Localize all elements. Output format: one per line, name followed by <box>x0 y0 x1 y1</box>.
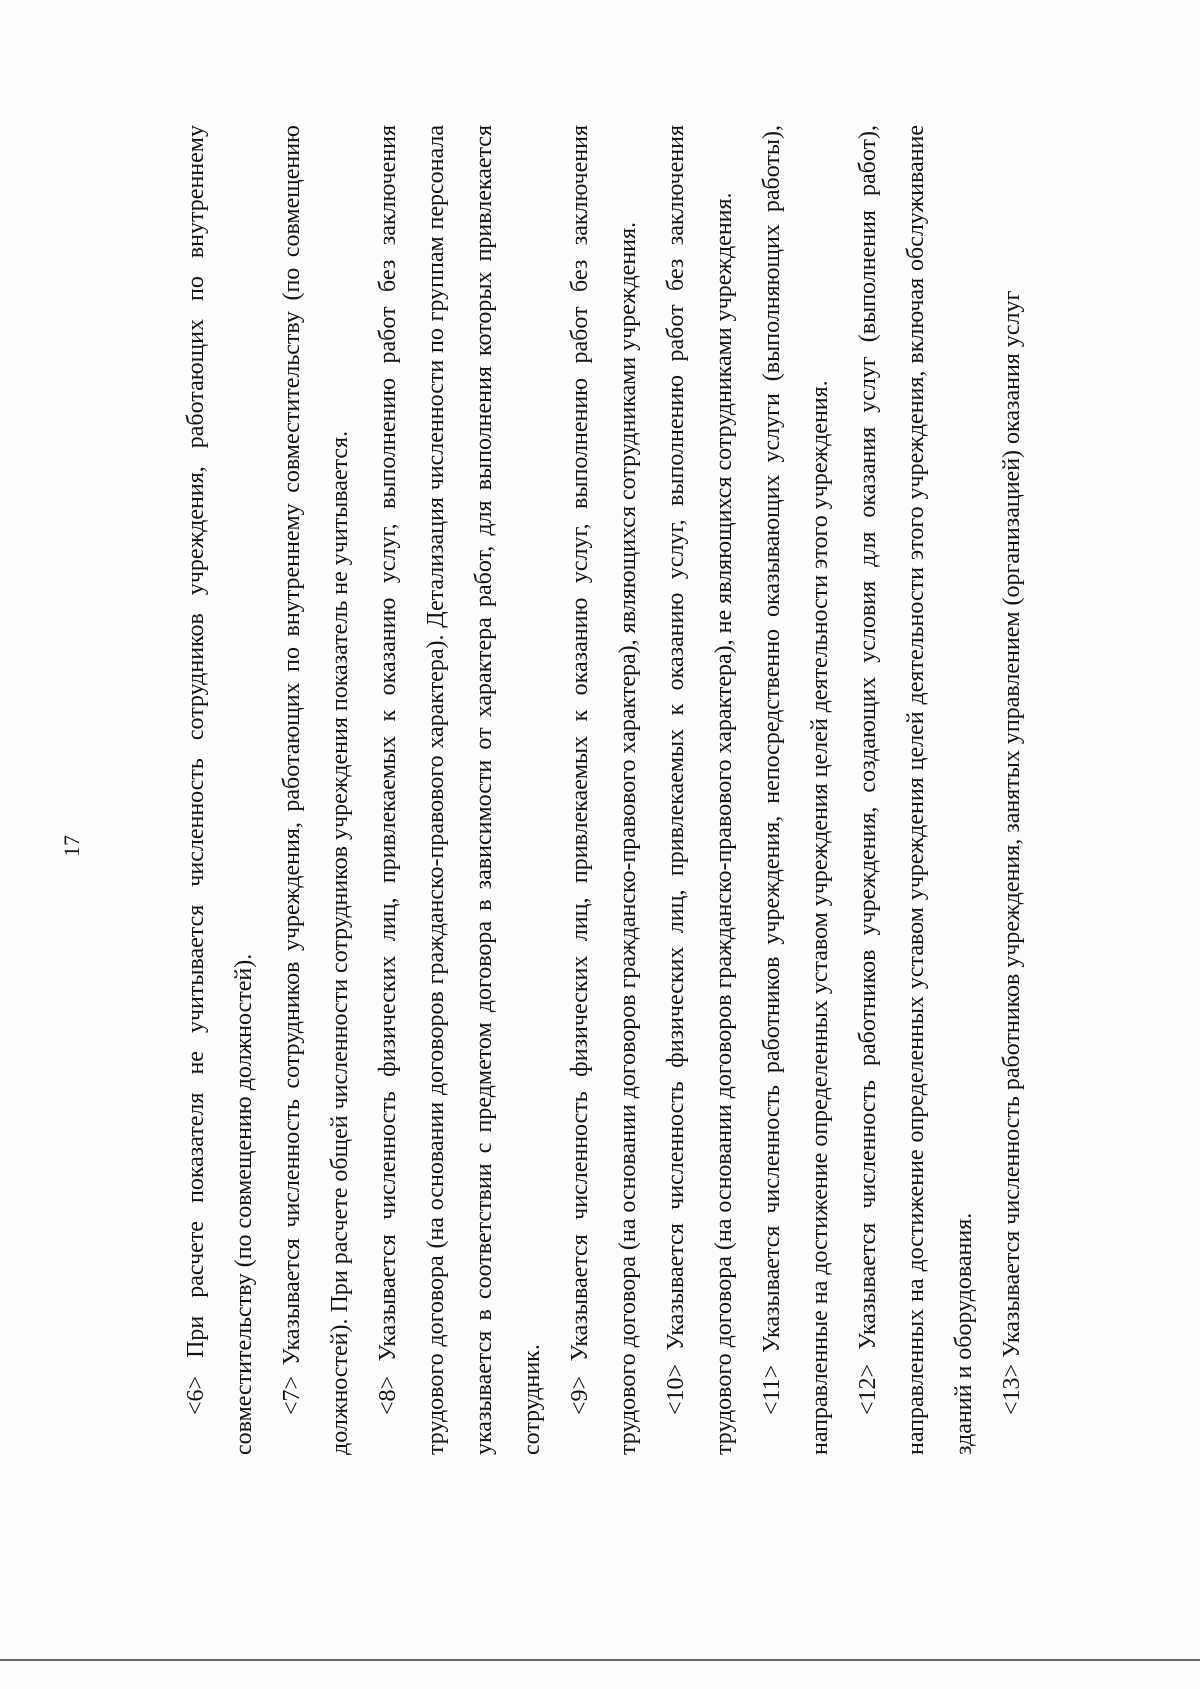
footnote-12: <12> Указывается численность работников учреждения, создающих условия для оказания услуг (выполнения работ), направленных на достижение определенных уставом учреждения целей деятельности этого учреждения, включая обслуживание зданий и оборудования. <box>855 125 977 1455</box>
footnotes-text <box>172 125 1032 1455</box>
footnote-6: <6> При расчете показателя не учитывается численность сотрудников учреждения, работающих по внутреннему совместительству (по совмещению должностей). <box>183 125 257 1455</box>
footnote-11: <11> Указывается численность работников учреждения, непосредственно оказывающих услуги (выполняющих работы), направленные на достижение определенных уставом учреждения целей деятельности этого учреждения. <box>759 125 833 1455</box>
footnote-13: <13> Указывается численность работников учреждения, занятых управлением (организацией) оказания услуг <box>999 290 1025 1415</box>
footnote-8: <8> Указывается численность физических лиц, привлекаемых к оказанию услуг, выполнению работ без заключения трудового договора (на основании договоров гражданско-правового характера). Детализация численности по группам персонала указывается в соответствии с предметом договора в зависимости от характера работ, для выполнения которых привлекается сотрудник. <box>375 125 545 1455</box>
footnote-10: <10> Указывается численность физических лиц, привлекаемых к оказанию услуг, выполнению работ без заключения трудового договора (на основании договоров гражданско-правового характера), не являющихся сотрудниками учреждения. <box>663 125 737 1455</box>
footnote-7: <7> Указывается численность сотрудников учреждения, работающих по внутреннему совместительству (по совмещению должностей). При расчете общей численности сотрудников учреждения показатель не учитывается. <box>279 125 353 1455</box>
footnote-9: <9> Указывается численность физических лиц, привлекаемых к оказанию услуг, выполнению работ без заключения трудового договора (на основании договоров гражданско-правового характера), являющихся сотрудниками учреждения. <box>567 125 641 1455</box>
scan-edge-line <box>0 1659 1200 1661</box>
page-number: 17 <box>59 835 84 857</box>
